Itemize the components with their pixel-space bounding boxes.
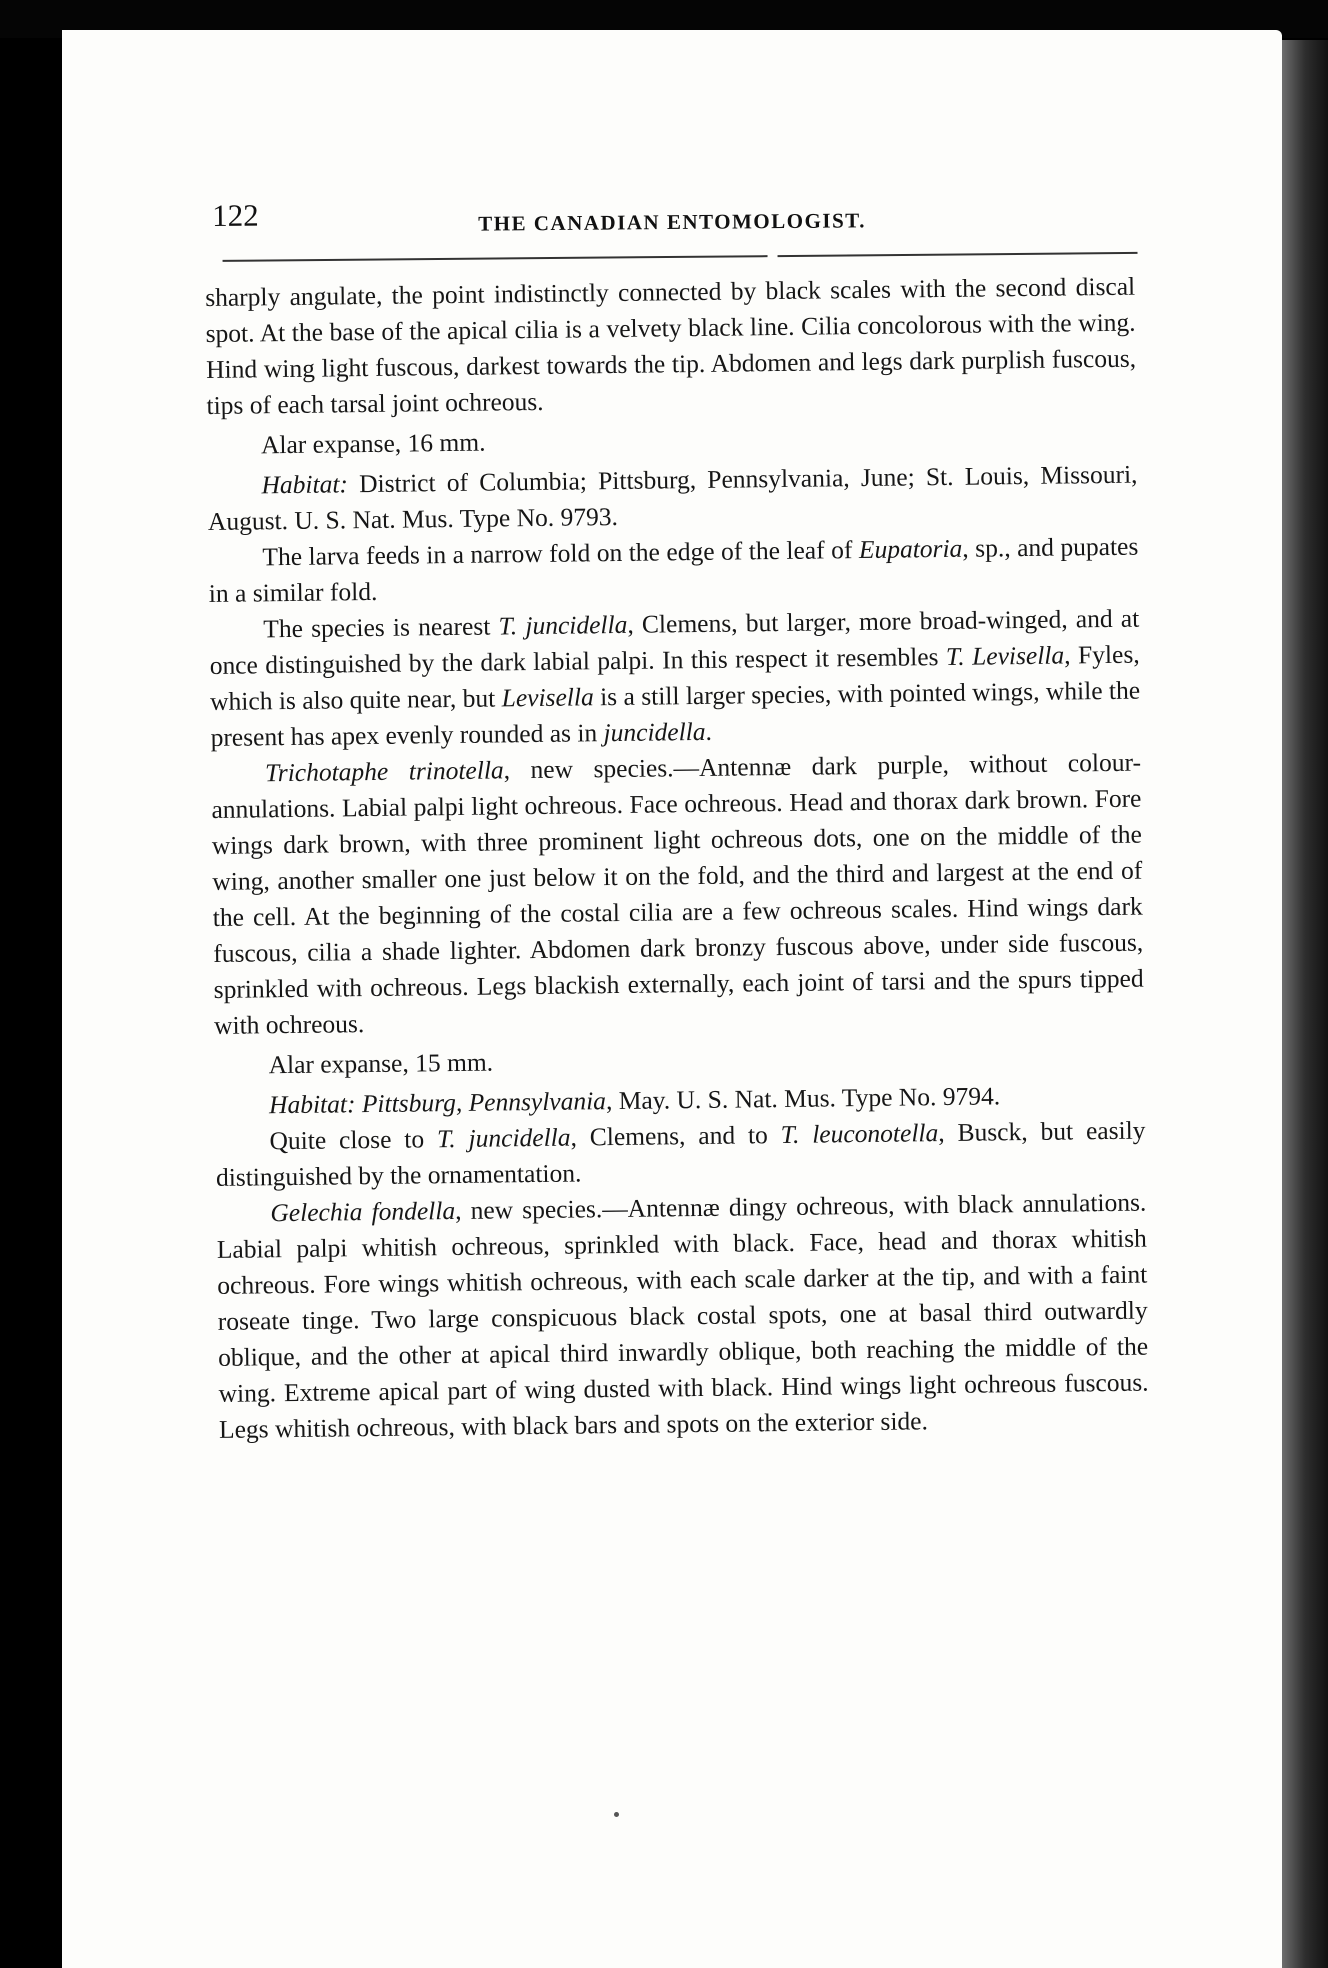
trinotella-description: Trichotaphe trinotella, new species.—Antennæ dark purple, without colour-annulations. Labial palpi light ochreous. Face ochreous. Head and thorax dark brown. Fore wings dark brown, with three prominent light ochreous dots, one on the middle of the wing, another smaller one just below it on the fold, and the third and largest at the end of the cell. At the beginning of the costal cilia are a few ochreous scales. Hind wings dark fuscous, cilia a shade lighter. Abdomen dark bronzy fuscous above, under side fuscous, sprinkled with ochreous. Legs blackish externally, each joint of tarsi and the spurs tipped with ochreous. [211, 747, 1144, 1040]
page-number: 122 [212, 197, 259, 233]
fondella-description: Gelechia fondella, new species.—Antennæ dingy ochreous, with black annulations. Labial palpi whitish ochreous, sprinkled with black. Face, head and thorax whitish ochreous. Fore wings whitish ochreous, with each scale darker at the tip, and with a faint roseate tinge. Two large conspicuous black costal spots, one at basal third outwardly oblique, and the other at apical third inwardly oblique, both reaching the middle of the wing. Extreme apical part of wing dusted with black. Hind wings light ochreous fuscous. Legs whitish ochreous, with black bars and spots on the exterior side. [216, 1187, 1149, 1444]
comparison-paragraph: The species is nearest T. juncidella, Clemens, but larger, more broad-winged, and at once distinguished by the dark labial palpi. In this respect it resembles T. Levisella, Fyles, which is also quite near, but Levisella is a still larger species, with pointed wings, while the present has apex evenly rounded as in juncidella. [209, 603, 1141, 752]
larva-paragraph: The larva feeds in a narrow fold on the edge of the leaf of Eupatoria, sp., and pupates in a similar fold. [208, 531, 1139, 608]
alar-expanse-1: Alar expanse, 16 mm. [260, 427, 486, 460]
article-body [205, 269, 1149, 1448]
habitat-paragraph-1: Habitat: District of Columbia; Pittsburg, Pennsylvania, June; St. Louis, Missouri, August. U. S. Nat. Mus. Type No. 9793. [207, 459, 1138, 536]
paper-speck [614, 1812, 619, 1817]
book-spine-edge [1282, 40, 1328, 1968]
paragraph-continuation: sharply angulate, the point indistinctly connected by black scales with the second discal spot. At the base of the apical cilia is a velvety black line. Cilia concolorous with the wing. Hind wing light fuscous, darkest towards the tip. Abdomen and legs dark purplish fuscous, tips of each tarsal joint ochreous. [205, 271, 1137, 420]
journal-title: THE CANADIAN ENTOMOLOGIST. [478, 208, 867, 236]
running-head [212, 190, 1142, 248]
close-comparison-paragraph: Quite close to T. juncidella, Clemens, and to T. leuconotella, Busck, but easily distinguished by the ornamentation. [215, 1115, 1146, 1192]
habitat-paragraph-2: Habitat: Pittsburg, Pennsylvania, May. U. S. Nat. Mus. Type No. 9794. [268, 1081, 1001, 1120]
alar-expanse-2: Alar expanse, 15 mm. [268, 1047, 494, 1080]
